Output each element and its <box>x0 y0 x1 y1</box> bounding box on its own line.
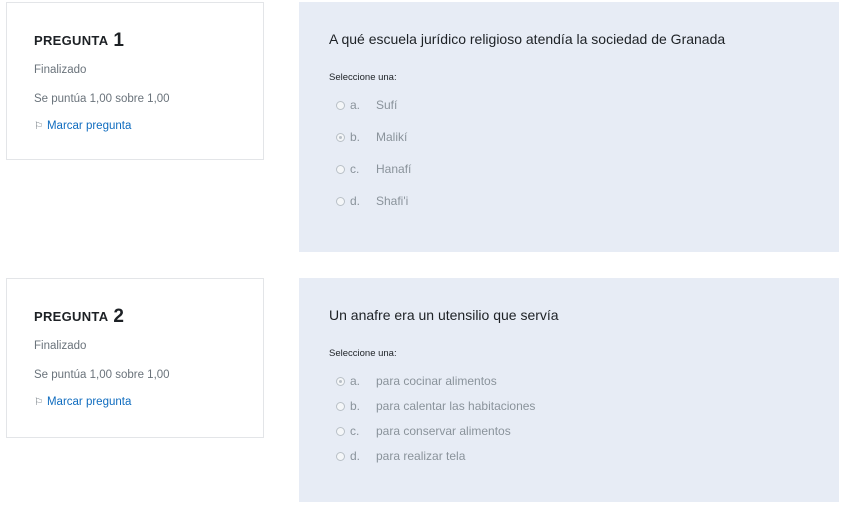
answer-option-d[interactable] <box>336 449 535 474</box>
question-content-panel <box>299 278 839 502</box>
answer-prompt: Seleccione una: <box>329 348 397 359</box>
question-state: Finalizado <box>34 64 87 76</box>
question-info-panel <box>6 278 264 438</box>
answer-text: Sufí <box>376 98 398 112</box>
answer-letter: b. <box>350 399 361 413</box>
answer-option-c[interactable] <box>336 162 411 194</box>
radio-icon[interactable] <box>336 427 345 436</box>
radio-icon[interactable] <box>336 377 345 386</box>
answer-text: para conservar alimentos <box>376 424 511 438</box>
question-grade: Se puntúa 1,00 sobre 1,00 <box>34 93 170 105</box>
answer-letter: c. <box>350 162 360 176</box>
question-number-heading <box>34 306 124 328</box>
radio-icon[interactable] <box>336 133 345 142</box>
answer-text: para calentar las habitaciones <box>376 399 536 413</box>
question-label: PREGUNTA <box>34 309 109 324</box>
answer-letter: d. <box>350 194 361 208</box>
radio-icon[interactable] <box>336 197 345 206</box>
answer-text: para cocinar alimentos <box>376 374 497 388</box>
answer-letter: c. <box>350 424 360 438</box>
flag-icon: ⚐ <box>34 121 43 132</box>
question-info-panel <box>6 2 264 160</box>
answer-letter: d. <box>350 449 361 463</box>
question-number: 2 <box>113 306 125 327</box>
radio-icon[interactable] <box>336 402 345 411</box>
answer-letter: a. <box>350 98 361 112</box>
answer-option-b[interactable] <box>336 130 411 162</box>
answer-option-a[interactable] <box>336 374 535 399</box>
answer-option-b[interactable] <box>336 399 535 424</box>
answer-option-d[interactable] <box>336 194 411 226</box>
answer-letter: b. <box>350 130 361 144</box>
flag-question-label: Marcar pregunta <box>46 396 132 408</box>
answer-text: Malikí <box>376 130 408 144</box>
answer-list <box>336 98 411 226</box>
question-state: Finalizado <box>34 340 87 352</box>
answer-letter: a. <box>350 374 361 388</box>
answer-option-a[interactable] <box>336 98 411 130</box>
question-number-heading <box>34 30 124 52</box>
flag-question-link[interactable] <box>34 396 131 408</box>
flag-question-link[interactable] <box>34 120 131 132</box>
question-text: Un anafre era un utensilio que servía <box>329 307 559 323</box>
question-number: 1 <box>113 30 125 51</box>
answer-text: Hanafí <box>376 162 412 176</box>
radio-icon[interactable] <box>336 452 345 461</box>
answer-text: Shafi'i <box>376 194 409 208</box>
answer-text: para realizar tela <box>376 449 466 463</box>
question-content-panel <box>299 2 839 252</box>
radio-icon[interactable] <box>336 101 345 110</box>
radio-icon[interactable] <box>336 165 345 174</box>
question-label: PREGUNTA <box>34 33 109 48</box>
question-grade: Se puntúa 1,00 sobre 1,00 <box>34 369 170 381</box>
answer-prompt: Seleccione una: <box>329 72 397 83</box>
flag-icon: ⚐ <box>34 397 43 408</box>
flag-question-label: Marcar pregunta <box>46 120 132 132</box>
question-text: A qué escuela jurídico religioso atendía la sociedad de Granada <box>329 31 726 47</box>
answer-list <box>336 374 535 474</box>
answer-option-c[interactable] <box>336 424 535 449</box>
